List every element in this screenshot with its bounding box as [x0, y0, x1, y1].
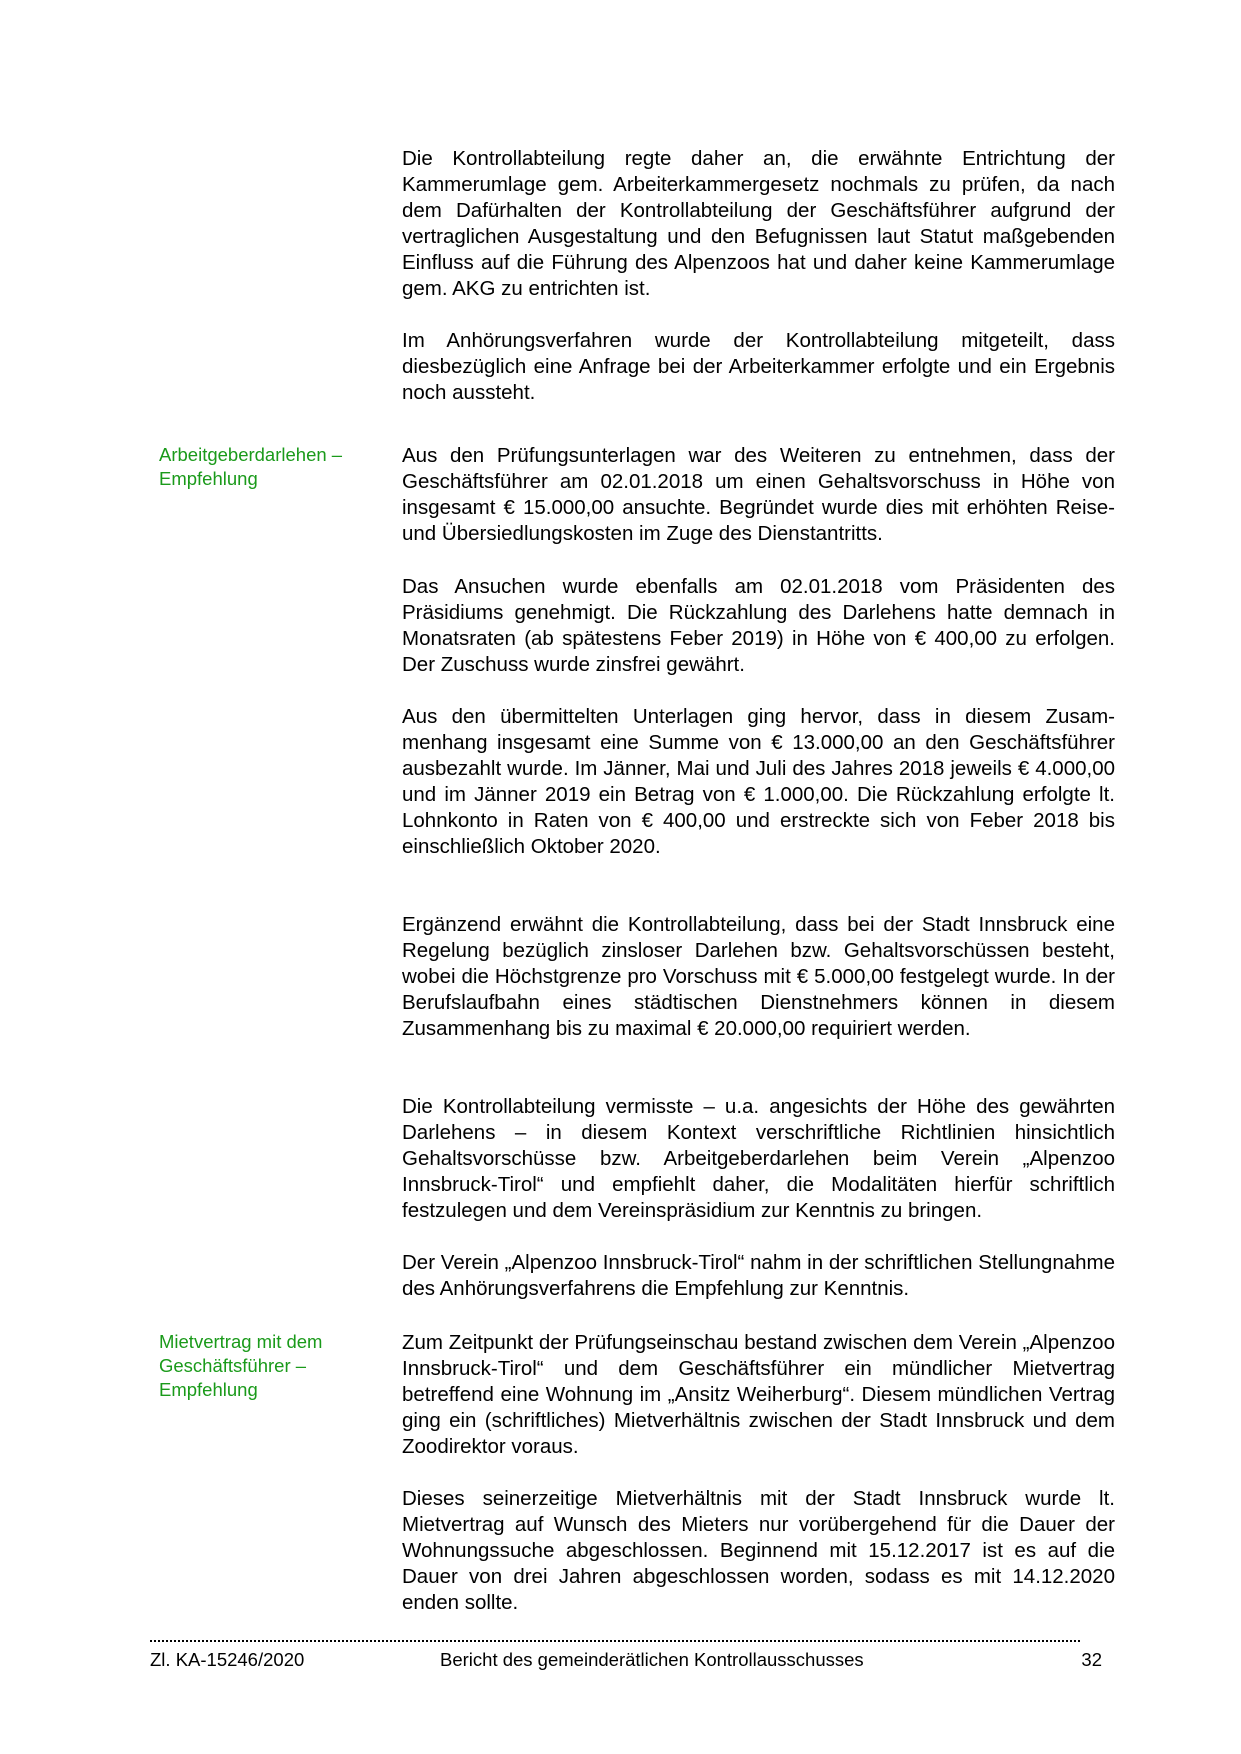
footer-title: Bericht des gemeinderätlichen Kontrollausschusses	[440, 1649, 864, 1670]
paragraph-mietverhaeltnis: Dieses seinerzeitige Mietverhältnis mit der Stadt Innsbruck wurde lt. Mietvertrag auf Wunsch des Mieters nur vorübergehend für die Dauer der Wohnungssuche abgeschlossen. Beginnend mit 15.12.2017 ist es auf die Dauer von drei Jahren abgeschlossen worden, sodass es mit 14.12.2020 enden sollte.	[402, 1487, 1115, 1614]
footer-reference: Zl. KA-15246/2020	[150, 1649, 305, 1670]
paragraph-mietvertrag: Zum Zeitpunkt der Prüfungseinschau bestand zwischen dem Verein „Alpenzoo Innsbruck-Tirol“ und dem Geschäftsführer ein mündlicher Mietvertrag betreffend eine Wohnung im „Ansitz Weiherburg“. Diesem mündlichen Vertrag ging ein (schriftliches) Mietverhältnis zwischen der Stadt Innsbruck und dem Zoodirektor voraus.	[402, 1331, 1115, 1458]
footer-dotted-rule	[150, 1634, 1080, 1642]
side-heading-mietvertrag	[159, 1330, 369, 1402]
paragraph-gehaltsvorschuss: Aus den Prüfungsunterlagen war des Weiteren zu entnehmen, dass der Geschäftsführer am 02.01.2018 um einen Gehaltsvorschuss in Höhe von insgesamt € 15.000,00 ansuchte. Begründet wurde dies mit erhöhten Reise- und Übersiedlungskosten im Zuge des Dienstantritts.	[402, 444, 1115, 545]
paragraph-ansuchen: Das Ansuchen wurde ebenfalls am 02.01.2018 vom Präsidenten des Präsidiums genehmigt. Die Rückzahlung des Darlehens hatte demnach in Monatsraten (ab spätestens Feber 2019) in Höhe von € 400,00 zu erfolgen. Der Zuschuss wurde zinsfrei gewährt.	[402, 575, 1115, 676]
side-heading-line: Empfehlung	[159, 468, 258, 489]
footer-page-number: 32	[1081, 1649, 1102, 1670]
paragraph-empfehlung-richtlinien: Die Kontrollabteilung vermisste – u.a. angesichts der Höhe des gewährten Darlehens – in diesem Kontext verschriftliche Richtlinien hinsichtlich Gehaltsvorschüsse bzw. Arbeitgeberdarlehen beim Verein „Alpenzoo Innsbruck-Tirol“ und empfiehlt daher, die Modalitäten hierfür schriftlich festzulegen und dem Vereinspräsidium zur Kenntnis zu bringen.	[402, 1095, 1115, 1222]
side-heading-line: Geschäftsführer –	[159, 1355, 307, 1376]
paragraph-anhoerung-ak: Im Anhörungsverfahren wurde der Kontrollabteilung mitgeteilt, dass diesbezüglich eine Anfrage bei der Arbeiterkammer erfolgte und ein Ergebnis noch aussteht.	[402, 329, 1115, 404]
side-heading-arbeitgeberdarlehen	[159, 443, 369, 491]
paragraph-regelung-stadt: Ergänzend erwähnt die Kontrollabteilung, dass bei der Stadt Innsbruck eine Regelung bezüglich zinsloser Darlehen bzw. Gehaltsvorschüssen besteht, wobei die Höchstgrenze pro Vorschuss mit € 5.000,00 festgelegt wurde. In der Berufslaufbahn eines städtischen Dienstnehmers können in diesem Zusammenhang bis zu maximal € 20.000,00 requiriert werden.	[402, 913, 1115, 1040]
side-heading-line: Empfehlung	[159, 1379, 258, 1400]
side-heading-line: Mietvertrag mit dem	[159, 1331, 323, 1352]
paragraph-stellungnahme: Der Verein „Alpenzoo Innsbruck-Tirol“ nahm in der schriftlichen Stellungnahme des Anhörungsverfahrens die Empfehlung zur Kenntnis.	[402, 1251, 1115, 1300]
side-heading-line: Arbeitgeberdarlehen –	[159, 444, 343, 465]
paragraph-auszahlung: Aus den übermittelten Unterlagen ging hervor, dass in diesem Zusammenhang insgesamt eine Summe von € 13.000,00 an den Geschäftsführer ausbezahlt wurde. Im Jänner, Mai und Juli des Jahres 2018 jeweils € 4.000,00 und im Jänner 2019 ein Betrag von € 1.000,00. Die Rückzahlung erfolgte lt. Lohnkonto in Raten von € 400,00 und erstreckte sich von Feber 2018 bis einschließlich Oktober 2020.	[402, 705, 1115, 858]
paragraph-kammerumlage: Die Kontrollabteilung regte daher an, die erwähnte Entrichtung der Kammerumlage gem. Arbeiterkammergesetz nochmals zu prüfen, da nach dem Dafürhalten der Kontrollabteilung der Geschäftsführer aufgrund der vertraglichen Ausgestaltung und den Befugnissen laut Statut maßgebenden Einfluss auf die Führung des Alpenzoos hat und daher keine Kammerumlage gem. AKG zu entrichten ist.	[402, 147, 1115, 300]
